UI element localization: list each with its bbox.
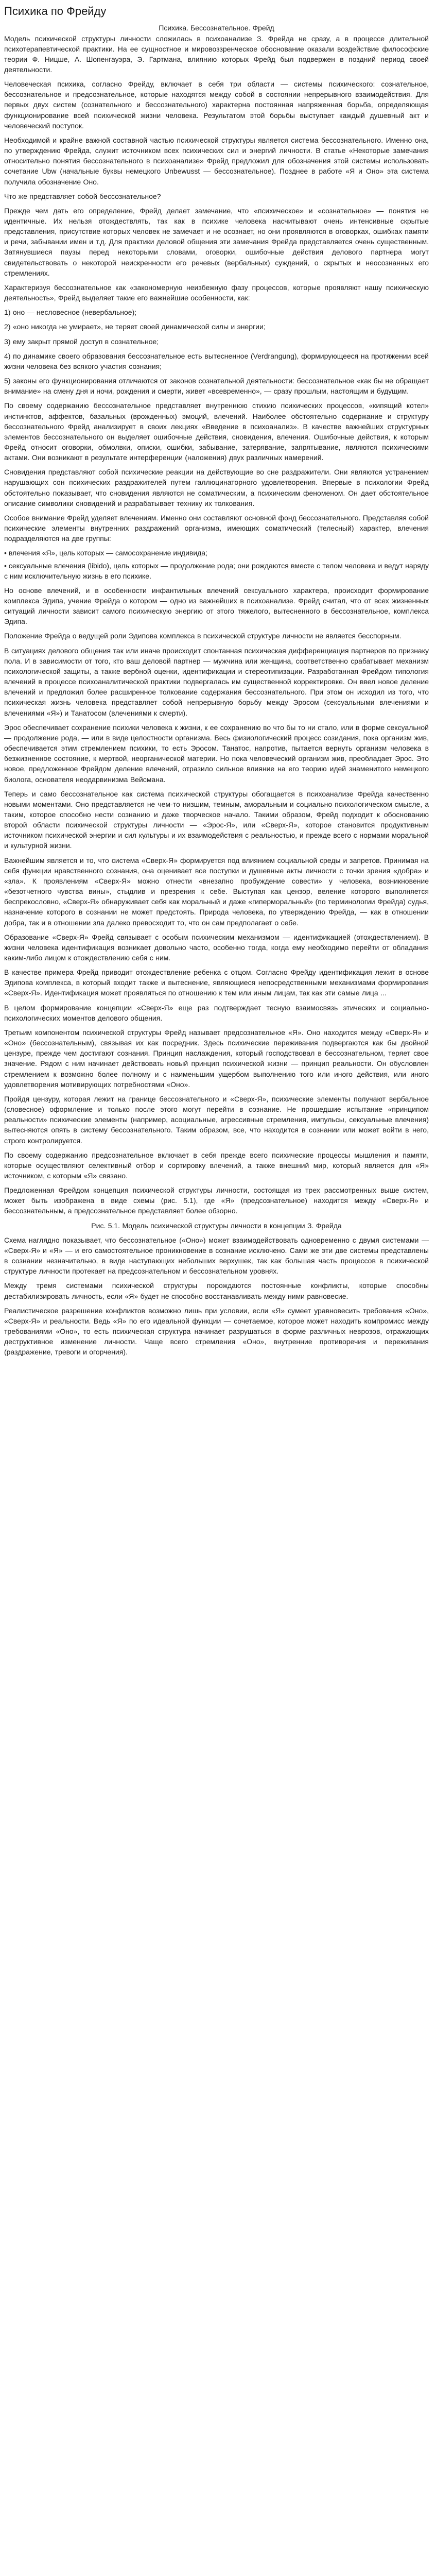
paragraph: Модель психической структуры личности сложилась в психоанализе З. Фрейда не сразу, а в процессе длительной психотерапевтической практики. На ее сущностное и мировоззренческое обоснование оказали воздействие философские теории Ф. Ницше, А. Шопенгауэра, Э. Гартмана, влиянию которых Фрейд был подвержен в поздний период своей деятельности. bbox=[4, 34, 429, 74]
paragraph: Схема наглядно показывает, что бессознательное («Оно») может взаимодействовать одновременно с двумя системами — «Сверх-Я» и «Я» — и его самостоятельное проникновение в сознание исключено. Сами же эти две системы представлены в сознании незначительно, в виде наступающих небольших верхушек, так как большая часть процессов в психической структуре личности протекает на предсознательном и бессознательном уровнях. bbox=[4, 1235, 429, 1276]
paragraph: Положение Фрейда о ведущей роли Эдипова комплекса в психической структуре личности не является бесспорным. bbox=[4, 632, 402, 640]
paragraph: Важнейшим является и то, что система «Сверх-Я» формируется под влиянием социальной среды и запретов. Принимая на себя функции нравственного сознания, она оценивает все поступки и душевные акты личности с точки зрения «добра» и «зла». К проявлениям «Сверх-Я» можно отнести «внезапно пробуждение совести» у человека, возникновение «безотчетного чувства вины», стыдлив и презрения к себе. Выступая как цензор, веление которого выполняется беспрекословно, «Сверх-Я» обнаруживает себя как моральный и даже «гиперморальный» (по терминологии Фрейда) судья, назначение которого в сознании не может предстоять. Природа человека, по утверждению Фрейда, — как в отношении добра, так и в отношении зла далеко превосходит то, что он сам предполагает о себе. bbox=[4, 856, 429, 927]
list-item-text: влечения «Я», цель которых — самосохранение индивида; bbox=[8, 549, 207, 557]
paragraph: Сновидения представляют собой психические реакции на действующие во сне раздражители. Они являются устранением нарушающих сон психических раздражителей путем галлюцинаторного удовлетворения. Впервые в психологии Фрейд обстоятельно показывает, что сновидения являются не соматическим, а психическим феноменом. Он дает обстоятельное описание символики сновидений и разрабатывает технику их толкования. bbox=[4, 468, 429, 507]
paragraph: Третьим компонентом психической структуры Фрейд называет предсознательное «Я». Оно находится между «Сверх-Я» и «Оно» (бессознательным), связывая их как посредник. Здесь психические переживания подвергаются как бы двойной цензуре, прежде чем достигают сознания. Принцип наслаждения, который господствовал в бессознательном, теряет свое значение. Рядом с ним начинает действовать новый принцип психической жизни — принцип реальности. Он обусловлен стремлением к возможно более полному и с наименьшим ущербом выполнению того или иного действия, или иного удовлетворения мотивирующих потребностями «Оно». bbox=[4, 1028, 429, 1089]
drive-groups-list bbox=[4, 548, 429, 581]
paragraph: В качестве примера Фрейд приводит отождествление ребенка с отцом. Согласно Фрейду идентификация лежит в основе Эдипова комплекса, в который входит также и вытеснение, являющиеся непосредственными механизмами формирования «Сверх-Я». Идентификация может проявляться по отношению к тем или иным лицам, так как эти самые лица ... bbox=[4, 968, 429, 997]
paragraph: Пройдя цензуру, которая лежит на границе бессознательного и «Сверх-Я», психические элементы получают вербальное (словесное) оформление и только после этого могут перейти в сознание. Не прошедшие испытание «принципом реальности» психические элементы (например, асоциальные, агрессивные стремления, импульсы, сексуальные влечения) вытесняются опять в систему бессознательного. Таким образом, все, что находится в сознании или может войти в него, строго контролируется. bbox=[4, 1094, 429, 1145]
paragraph: 3) ему закрыт прямой доступ в сознательное; bbox=[4, 337, 159, 346]
paragraph: Реалистическое разрешение конфликтов возможно лишь при условии, если «Я» сумеет уравновесить требования «Оно», «Сверх-Я» и реальности. Ведь «Я» по его идеальной функции — сочетаемое, которое может находить компромисс между требованиями «Оно», то есть психическая структура начинает разрушаться в форме различных неврозов, отражающих деструктивное изменение личности. Чаще всего стремления «Оно», внутренние противоречия и переживания (раздражение, тревоги и огорчения). bbox=[4, 1306, 429, 1357]
list-item bbox=[4, 561, 429, 581]
bullet-icon: • bbox=[4, 549, 7, 557]
paragraph: Эрос обеспечивает сохранение психики человека к жизни, к ее сохранению во что бы то ни стало, или в форме сексуальной — продолжение рода, — или в виде целостности организма. Весь физиологический процесс созидания, пока организм жив, обеспечивается этим стремлением психики, то есть Эросом. Танатос, напротив, пытается вернуть организм человека в безжизненное состояние, к мертвой, неорганической материи. Но пока человеческий организм жив, преобладает Эрос. Это новое, предложенное Фрейдом деление влечений, отразило сильное влияние на его теорию идей знаменитого немецкого биолога, основателя неодарвинизма Вейсмана. bbox=[4, 723, 429, 784]
paragraph: Характеризуя бессознательное как «закономерную неизбежную фазу процессов, которые проявляют нашу психическую деятельность», Фрейд выделяет такие его важнейшие особенности, как: bbox=[4, 283, 429, 302]
paragraph: Особое внимание Фрейд уделяет влечениям. Именно они составляют основной фонд бессознательного. Представляя собой психические элементы внутренних раздражений организма, имеющих соматический (телесный) характер, влечения подразделяются на две группы: bbox=[4, 513, 429, 543]
page-title: Психика по Фрейду bbox=[4, 5, 107, 18]
paragraph: Прежде чем дать его определение, Фрейд делает замечание, что «психическое» и «сознательное» — понятия не идентичные. Их нельзя отождествлять, так как в психике человека насчитывают очень интенсивные скрытые представления, присутствие которых человек не замечает и не осознает, но они проявляются в оговорках, ошибках памяти и речи, забывании имен и т.д. Для практики деловой общения эти замечания Фрейда представляется очень существенным. Затянувшиеся паузы перед некоторыми словами, оговорки, ошибочные действия делового партнера могут свидетельствовать о некоторой неискренности его речевых (вербальных) суждений, о скрытых и неосознанных его стремлениях. bbox=[4, 206, 429, 277]
figure-caption: Рис. 5.1. Модель психической структуры личности в концепции З. Фрейда bbox=[91, 1221, 342, 1230]
page-subtitle: Психика. Бессознательное. Фрейд bbox=[159, 23, 274, 32]
paragraph: 1) оно — несловесное (невербальное); bbox=[4, 308, 137, 317]
paragraph: Теперь и само бессознательное как система психической структуры обогащается в психоанализе Фрейда качественно новыми моментами. Оно представляется не чем-то низшим, темным, аморальным и социально психологическом смысле, а таким, которое способно нести сознанию и даже творческое начало. Такими образом, Фрейд подходит к обоснованию второй области психической структуры личности — «Эрос-Я», или «Сверх-Я», которое становится продуктивным источником психической энергии и сил культуры и их взаимодействия с реальностью, и прежде всего с нормами моральной и культурной жизни. bbox=[4, 789, 429, 850]
paragraph: По своему содержанию предсознательное включает в себя прежде всего психические процессы мышления и памяти, которые осуществляют селективный отбор и сортировку влечений, а также внешний мир, который является для «Я» источником, с которым «Я» связано. bbox=[4, 1150, 429, 1180]
paragraph: Человеческая психика, согласно Фрейду, включает в себя три области — системы психического: сознательное, бессознательное и предсознательное, которые находятся между собой в состоянии непрерывного взаимодействия. Для первых двух систем (сознательного и бессознательного) характерна постоянная напряженная борьба, определяющая функционирование всей психической жизни человека. Результатом этой борьбы выступает каждый душевный акт и человеческий поступок. bbox=[4, 80, 429, 130]
paragraph: Предложенная Фрейдом концепция психической структуры личности, состоящая из трех рассмотренных выше систем, может быть изображена в виде схемы (рис. 5.1), где «Я» (предсознательное) находится между «Сверх-Я» и бессознательным, а предсознательное представляет более обзорно. bbox=[4, 1186, 429, 1215]
bullet-icon: • bbox=[4, 561, 7, 570]
list-item bbox=[4, 548, 429, 558]
paragraph: 4) по динамике своего образования бессознательное есть вытесненное (Verdrangung), формирующееся на протяжении всей жизни человека без всякого участия сознания; bbox=[4, 351, 429, 370]
paragraph: Необходимой и крайне важной составной частью психической структуры является система бессознательного. Именно она, по утверждению Фрейда, служит источником всех психических сил и энергий личности. В статье «Некоторые замечания относительно понятия бессознательного в психоанализе» Фрейд предложил для обозначения этой системы использовать сочетание Ubw (начальные буквы немецкого Unbewusst — бессознательное). Позднее в работе «Я и Оно» эта система получила обозначение Оно. bbox=[4, 135, 429, 186]
article-body bbox=[4, 33, 429, 1358]
paragraph: Что же представляет собой бессознательное? bbox=[4, 192, 161, 200]
list-item-text: сексуальные влечения (libido), цель которых — продолжение рода; они рождаются вместе с телом человека и ведут наряду с ним исключительную жизнь в его психике. bbox=[4, 561, 429, 580]
paragraph: Между тремя системами психической структуры порождаются постоянные конфликты, которые способны дестабилизировать личность, если «Я» будет не способно восстанавливать между ними равновесие. bbox=[4, 1281, 429, 1300]
paragraph: Образование «Сверх-Я» Фрейд связывает с особым психическим механизмом — идентификацией (отождествлением). В жизни человека идентификация возникает довольно часто, особенно тогда, когда ему необходимо перейти от обладания каким-либо лицом к отождествлению себя с ним. bbox=[4, 933, 429, 962]
paragraph: 2) «оно никогда не умирает», не теряет своей динамической силы и энергии; bbox=[4, 323, 266, 331]
paragraph: 5) законы его функционирования отличаются от законов сознательной деятельности: бессознательное «как бы не обращает внимание» на смену дня и ночи, рождения и смерти, живет «всевременно», — сразу прошлым, настоящим и будущим. bbox=[4, 377, 429, 396]
paragraph: В целом формирование концепции «Сверх-Я» еще раз подтверждает тесную взаимосвязь этических и социально-психологических моментов делового общения. bbox=[4, 1003, 429, 1022]
paragraph: По своему содержанию бессознательное представляет внутреннюю стихию психических процессов, «кипящий котел» инстинктов, аффектов, базальных (врожденных) эмоций, влечений. Наиболее обстоятельно содержание и структуру бессознательного Фрейд анализирует в своих лекциях «Введение в психоанализ». В качестве важнейших структурных элементов бессознательного он выделяет ошибочные действия, сновидения, влечения. Ошибочные действия, к которым Фрейд относит оговорки, обмолвки, описки, ошибки, забывание, затерявание, запрятывание, являются психическими актами. Они возникают в результате интерференции (наложения) двух различных намерений. bbox=[4, 401, 429, 462]
paragraph: Но основе влечений, и в особенности инфантильных влечений сексуального характера, происходит формирование комплекса Эдипа, учение Фрейда о котором — одно из важнейших в психоанализе. Фрейд считал, что от всех жизненных ситуаций личности зависит самого психическую энергию от этого тяжелого, вытесненного в бессознательное, комплекса Эдипа. bbox=[4, 586, 429, 626]
paragraph: В ситуациях делового общения так или иначе происходит спонтанная психическая дифференциация партнеров по признаку пола. И в зависимости от того, кто ваш деловой партнер — мужчина или женщина, соответственно срабатывает механизм психологической защиты, а также вербной оценки, идентификации и стереотипизации. Разработанная Фрейдом типология влечений в процессе психоаналитической практики подвергалась им существенной корректировке. Он ввел новое деление влечений и предложил более расширенное толкование содержания бессознательного. При этом он исходил из того, что психическая жизнь человека представляет собой непрерывную борьбу между Эросом (сексуальными влечениями и влечениями «Я») и Танатосом (влечениями к смерти). bbox=[4, 646, 429, 717]
